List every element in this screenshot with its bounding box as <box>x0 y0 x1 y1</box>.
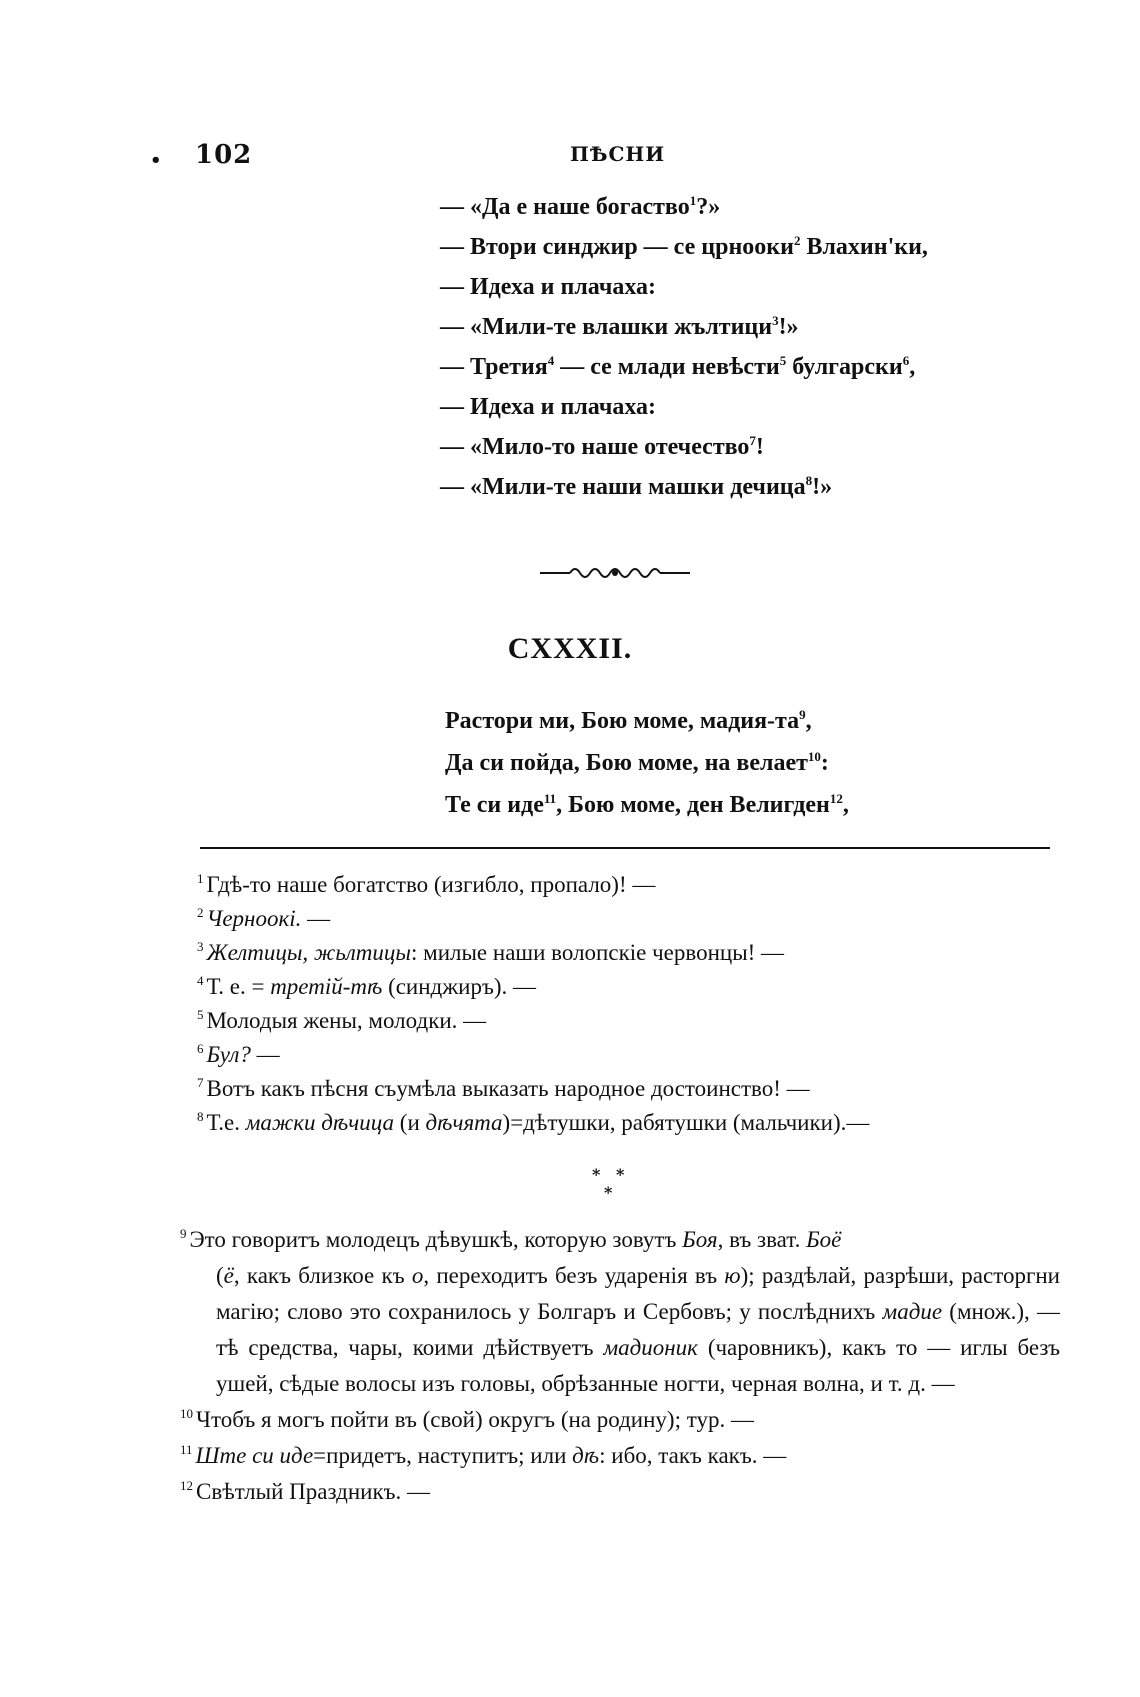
verse-line: — Втори синджир — се црнооки$^2$ Влахин'ки, <box>440 233 928 260</box>
running-title: ПѢСНИ <box>570 142 666 166</box>
footnote: $^3$ Желтицы, жьлтицы: милые наши волопскіе червонцы! — <box>197 939 785 965</box>
header-mark: • <box>150 150 162 171</box>
footnotes-group-b <box>180 1222 1060 1510</box>
ornament-divider-icon <box>540 558 690 588</box>
verse-line: — «Мили-те наши машки дечица$^8$!» <box>440 473 833 500</box>
page-header <box>0 140 1140 180</box>
verse-line: — Идеха и плачаха: <box>440 274 657 300</box>
verse-line: — «Мило-то наше отечество$^7$! <box>440 433 764 460</box>
verse-line: — Третия$^4$ — се млади невѣсти$^5$ булгарски$^6$, <box>440 353 916 380</box>
footnote-rule <box>200 847 1050 849</box>
asterisk-icon: * <box>616 1165 625 1184</box>
footnote: $^5$ Молодыя жены, молодки. — <box>197 1007 487 1033</box>
asterisk-icon: * <box>592 1165 601 1184</box>
song-number: CXXXII. <box>507 632 633 665</box>
footnote: $^7$ Вотъ какъ пѣсня съумѣла выказать народное достоинство! — <box>197 1075 810 1101</box>
footnote: $^{10}$ Чтобъ я могъ пойти въ (свой) округъ (на родину); тур. — <box>180 1406 754 1432</box>
asterisk-icon: * <box>604 1183 613 1202</box>
verse-line: — «Мили-те влашки жълтици$^3$!» <box>440 313 799 340</box>
footnote: $^{12}$ Свѣтлый Праздникъ. — <box>180 1478 431 1504</box>
footnote: $^{11}$ Ште си иде=придетъ, наступитъ; или дѣ: ибо, такъ какъ. — <box>180 1442 787 1468</box>
asterism <box>590 1165 640 1205</box>
verse-line: — Идеха и плачаха: <box>440 394 657 420</box>
footnote: $^1$ Гдѣ-то наше богатство (изгибло, пропало)! — <box>197 871 656 897</box>
footnote-long: $^9$ Это говоритъ молодецъ дѣвушкѣ, которую зовутъ Боя, въ зват. Боё (ё, какъ близкое къ о, переходитъ безъ ударенія въ ю); раздѣлай, разрѣши, расторгни магію; слово это сохранилось у Болгаръ и Сербовъ; у послѣднихъ мадие (множ.), — тѣ средства, чары, коими дѣйствуетъ мадионик (чаровникъ), какъ то — иглы безъ ушей, сѣдые волосы изъ головы, обрѣзанные ногти, черная волна, и т. д. — <box>180 1226 1060 1396</box>
verse-line: — «Да е наше богаство$^1$?» <box>440 193 721 220</box>
verse-line: Да си пойда, Бою моме, на велает$^{10}$: <box>445 749 829 776</box>
verse-block-song <box>445 700 849 826</box>
footnote: $^2$ Черноокі. — <box>197 905 331 931</box>
verse-line: Растори ми, Бою моме, мадия-$та^9$, <box>445 707 812 734</box>
footnotes-group-a <box>197 868 1077 1140</box>
footnote: $^8$ Т.е. мажки дѣчица (и дѣчята)=дѣтушки, рабятушки (мальчики).— <box>197 1109 870 1135</box>
verse-line: Те си иде$^{11}$, Бою моме, ден Велигден$^{12}$, <box>445 791 849 818</box>
footnote: $^4$ Т. е. = третій-тѣ (синджиръ). — <box>197 973 537 999</box>
footnote: $^6$ Бул? — <box>197 1041 280 1067</box>
page-number: 102 <box>195 140 253 170</box>
verse-block-top <box>440 187 928 507</box>
